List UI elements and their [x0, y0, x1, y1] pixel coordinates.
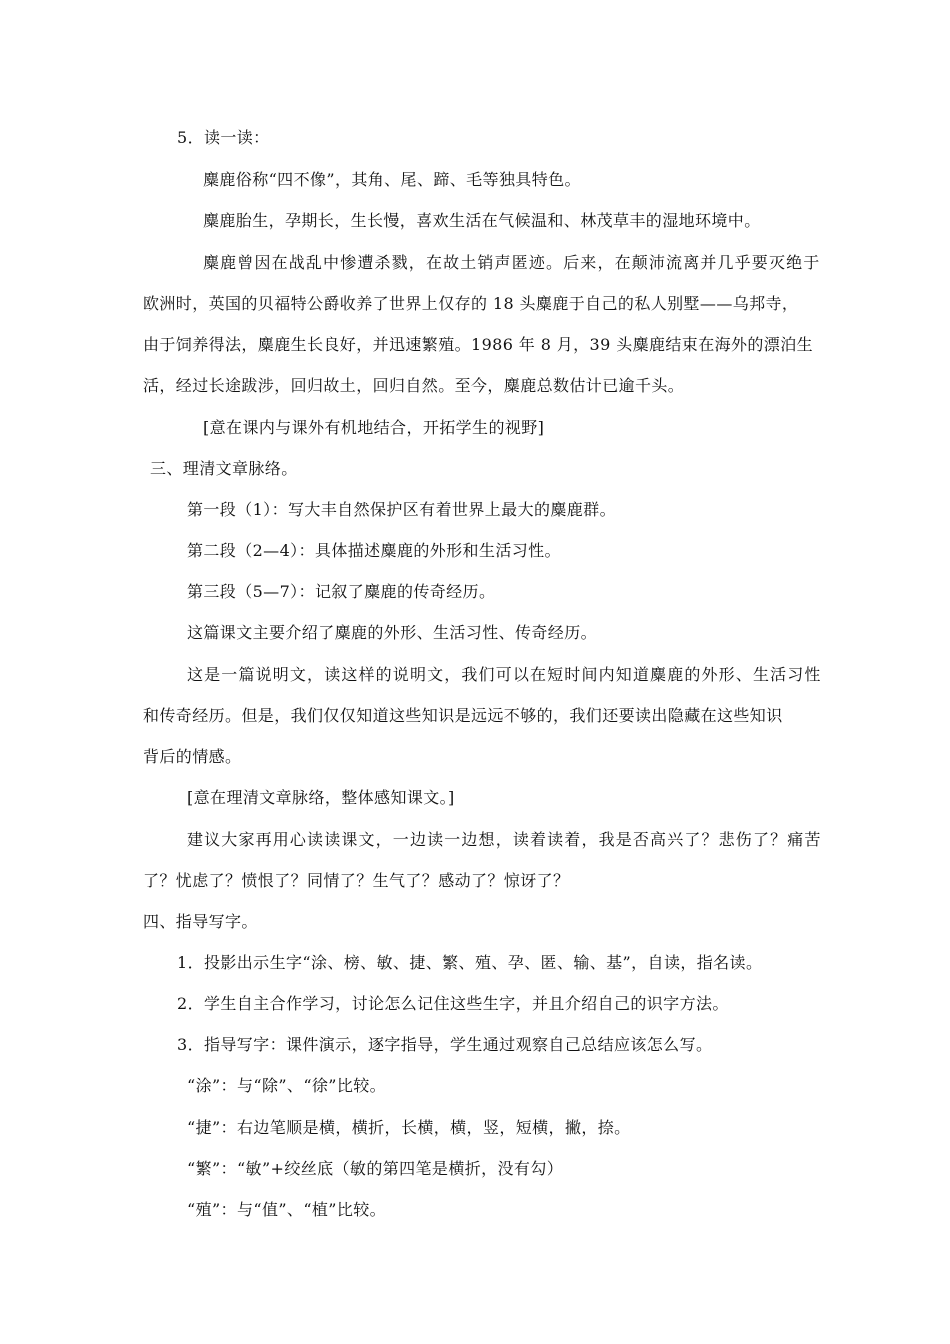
paragraph-nickname: 麋鹿俗称“四不像”，其角、尾、蹄、毛等独具特色。	[203, 170, 581, 189]
character-note-jie: “捷”：右边笔顺是横，横折，长横，横，竖，短横，撇，捺。	[187, 1118, 631, 1137]
paragraph-reread-line-2: 了？忧虑了？愤恨了？同情了？生气了？感动了？惊讶了？	[143, 871, 570, 890]
paragraph-history-line-2: 欧洲时，英国的贝福特公爵收养了世界上仅存的 18 头麋鹿于自己的私人别墅——乌邦寺，	[143, 294, 799, 313]
character-note-zhi: “殖”：与“值”、“植”比较。	[187, 1200, 387, 1219]
step-2: 2．学生自主合作学习，讨论怎么记住这些生字，并且介绍自己的识字方法。	[177, 994, 729, 1013]
paragraph-reflection-line-1: 这是一篇说明文，读这样的说明文，我们可以在短时间内知道麋鹿的外形、生活习性	[187, 665, 822, 684]
paragraph-part-two: 第二段（2—4）：具体描述麋鹿的外形和生活习性。	[187, 541, 561, 560]
step-1: 1．投影出示生字“涂、榜、敏、捷、繁、殖、孕、匿、输、基”，自读，指名读。	[177, 953, 763, 972]
section-4-heading: 四、指导写字。	[143, 912, 258, 931]
step-3: 3．指导写字：课件演示，逐字指导，学生通过观察自己总结应该怎么写。	[177, 1035, 713, 1054]
paragraph-part-one: 第一段（1）：写大丰自然保护区有着世界上最大的麋鹿群。	[187, 500, 616, 519]
section-3-heading: 三、理清文章脉络。	[150, 459, 298, 478]
paragraph-history-line-4: 活，经过长途跋涉，回归故土，回归自然。至今，麋鹿总数估计已逾千头。	[143, 376, 685, 395]
paragraph-history-line-3: 由于饲养得法，麋鹿生长良好，并迅速繁殖。1986 年 8 月，39 头麋鹿结束在海外的漂泊生	[143, 335, 814, 354]
paragraph-reread-line-1: 建议大家再用心读读课文，一边读一边想，读着读着，我是否高兴了？悲伤了？痛苦	[187, 830, 822, 849]
item-5-heading: 5．读一读：	[177, 128, 270, 147]
paragraph-history-line-1: 麋鹿曾因在战乱中惨遭杀戮，在故土销声匿迹。后来，在颠沛流离并几乎要灭绝于	[203, 253, 821, 272]
paragraph-reflection-line-3: 背后的情感。	[143, 747, 242, 766]
paragraph-habits: 麋鹿胎生，孕期长，生长慢，喜欢生活在气候温和、林茂草丰的湿地环境中。	[203, 211, 761, 230]
character-note-tu: “涂”：与“除”、“徐”比较。	[187, 1076, 387, 1095]
paragraph-summary: 这篇课文主要介绍了麋鹿的外形、生活习性、传奇经历。	[187, 623, 598, 642]
teaching-note-1: [意在课内与课外有机地结合，开拓学生的视野]	[203, 418, 545, 437]
paragraph-part-three: 第三段（5—7）：记叙了麋鹿的传奇经历。	[187, 582, 496, 601]
paragraph-reflection-line-2: 和传奇经历。但是，我们仅仅知道这些知识是远远不够的，我们还要读出隐藏在这些知识	[143, 706, 783, 725]
teaching-note-2: [意在理清文章脉络，整体感知课文。]	[187, 788, 455, 807]
character-note-fan: “繁”：“敏”+绞丝底（敏的第四笔是横折，没有勾）	[187, 1159, 564, 1178]
